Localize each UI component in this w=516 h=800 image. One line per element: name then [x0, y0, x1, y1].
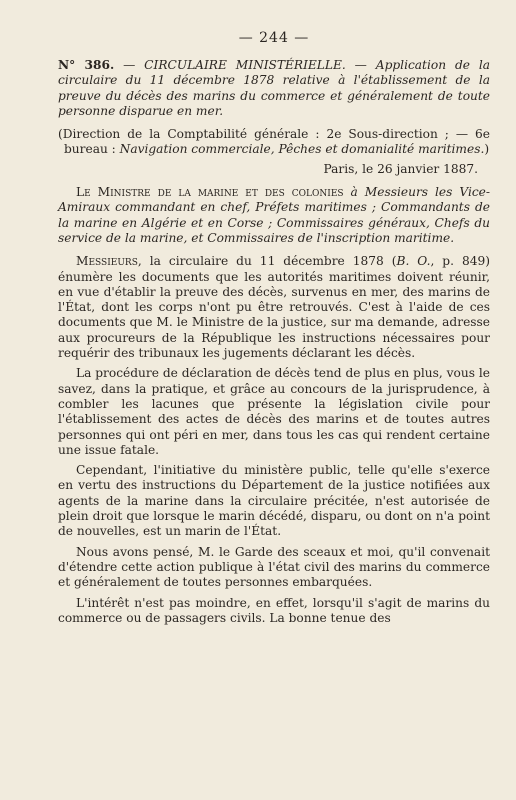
direction-note: [58, 127, 490, 158]
salutation: Messieurs,: [76, 254, 142, 269]
direction-bureau: Navigation commerciale, Pêches et domanialité maritimes.: [119, 142, 485, 157]
paragraph-4: Nous avons pensé, M. le Garde des sceaux et moi, qu'il convenait d'étendre cette action publique à l'état civil des marins du commerce et généralement de toutes personnes embarquées.: [58, 544, 490, 590]
address-sender: Le Ministre de la marine et des colonies: [76, 185, 344, 200]
address-recipients: à Messieurs les Vice-Amiraux commandant en chef, Préfets maritimes ; Commandants de la marine en Algérie et en Corse ; Commissaires généraux, Chefs du service de la marine, et Commissaires de l'inscription maritime.: [58, 185, 490, 245]
circular-heading: — CIRCULAIRE MINISTÉRIELLE. —: [123, 58, 367, 72]
direction-text: (Direction de la Comptabilité générale : 2e Sous-direction ; — 6e bureau :: [58, 127, 490, 157]
paragraph-1-b: , p. 849) énumère les documents que les autorités maritimes doivent réunir, en vue d'établir la preuve des décès, survenus en mer, des marins de l'État, dont les corps n'ont pu être retrouvés. C'est à l'aide de ces documents que M. le Ministre de la justice, sur ma demande, adresse aux procureurs de la République les instructions nécessaires pour requérir des tribunaux les jugements déclarant les décès.: [58, 254, 490, 361]
address-block: [58, 185, 490, 246]
paragraph-2: La procédure de déclaration de décès tend de plus en plus, vous le savez, dans la pratique, et grâce au concours de la jurisprudence, à combler les lacunes que présente la législation civile pour l'établissement des actes de décès des marins et de toutes autres personnes qui ont péri en mer, dans tous les cas qui rendent certaine une issue fatale.: [58, 366, 490, 457]
paragraph-3: Cependant, l'initiative du ministère public, telle qu'elle s'exerce en vertu des instructions du Département de la justice notifiées aux agents de la marine dans la circulaire précitée, n'est autorisée de plein droit que lorsque le marin décédé, disparu, ou dont on n'a point de nouvelles, est un marin de l'État.: [58, 463, 490, 539]
circular-subject: Application de la circulaire du 11 décembre 1878 relative à l'établissement de la preuve du décès des marins du commerce et généralement de toute personne disparue en mer.: [58, 58, 491, 118]
circular-number: N° 386.: [58, 58, 115, 72]
page-number: — 244 —: [238, 30, 310, 46]
direction-close: ): [484, 142, 490, 157]
paragraph-1-a: la circulaire du 11 décembre 1878 (: [141, 254, 397, 269]
bulletin-reference: B. O.: [396, 254, 431, 269]
date-line: Paris, le 26 janvier 1887.: [323, 161, 478, 176]
paragraph-5: L'intérêt n'est pas moindre, en effet, lorsqu'il s'agit de marins du commerce ou de passagers civils. La bonne tenue des: [58, 595, 490, 625]
circular-title: [58, 58, 490, 119]
paragraph-1: [58, 254, 490, 361]
